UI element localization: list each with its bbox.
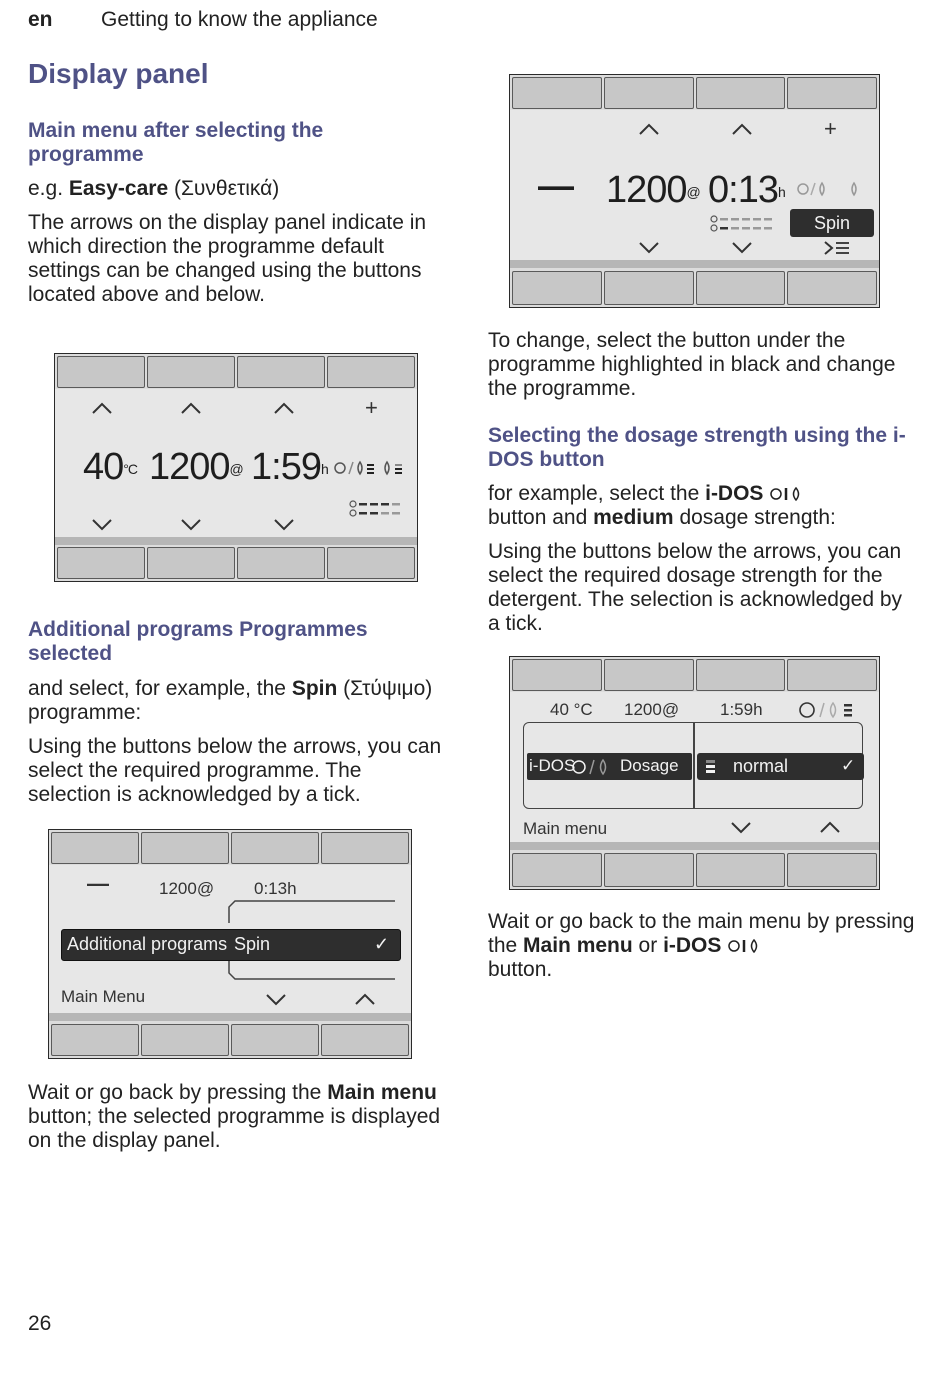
panel-button[interactable] (141, 1024, 229, 1056)
idos-icon (571, 758, 611, 776)
panel-button[interactable] (604, 659, 694, 691)
panel-button[interactable] (321, 1024, 409, 1056)
idos-detergent-icon (796, 180, 866, 198)
main-menu-label: Main Menu (61, 987, 146, 1006)
programme-select-description: Using the buttons below the arrows, you can select the required programme. The selection is acknowledged by a tick. (28, 735, 442, 806)
section-heading-idos: Selecting the dosage strength using the i-DOS button (488, 424, 906, 471)
idos-dosage-label: i-DOS Dosage (527, 753, 692, 780)
programme-list-icon (823, 240, 851, 256)
selection-value: Spin (234, 934, 271, 954)
dosage-select-description: Using the buttons below the arrows, you can select the required dosage strength for the detergent. The selection is acknowledged by a tick. (488, 540, 903, 635)
up-arrow-icon (273, 401, 295, 415)
idos-icon (727, 938, 763, 954)
extra-options-bar-icon (349, 499, 411, 519)
spin-speed-readout: 1200@ (149, 446, 243, 488)
panel-button[interactable] (51, 1024, 139, 1056)
bottom-button-row (49, 1024, 411, 1056)
lcd-screen (49, 865, 411, 1013)
spin-speed-readout: 1200@ (606, 169, 700, 211)
down-arrow-icon (730, 820, 752, 834)
panel-button[interactable] (57, 547, 145, 579)
panel-button[interactable] (787, 271, 877, 305)
up-arrow-icon (638, 122, 660, 136)
idos-icon (769, 486, 805, 502)
up-arrow-icon (180, 401, 202, 415)
down-arrow-icon (91, 517, 113, 531)
top-button-row (49, 832, 411, 864)
section-heading-additional-programs: Additional programs Programmes selected (28, 618, 368, 665)
panel-button[interactable] (231, 832, 319, 864)
display-panel-additional-programs (48, 829, 412, 1059)
panel-button[interactable] (147, 356, 235, 388)
time-readout: 1:59$^h$ (251, 446, 328, 488)
temperature-readout: 40 °C (550, 700, 593, 719)
down-arrow-icon (638, 240, 660, 254)
wait-main-menu-text: Wait or go back to the main menu by pressing the Main menu or i-DOS button. (488, 910, 915, 981)
up-arrow-icon (354, 992, 376, 1006)
down-arrow-icon (273, 517, 295, 531)
panel-button[interactable] (51, 832, 139, 864)
panel-button[interactable] (237, 356, 325, 388)
idos-select-text: for example, select the i-DOS button and medium dosage strength: (488, 482, 836, 529)
down-arrow-icon (731, 240, 753, 254)
lcd-screen (510, 692, 879, 842)
dosage-value-selection[interactable] (697, 753, 864, 780)
menu-divider (693, 722, 695, 809)
bottom-button-row (510, 853, 879, 887)
chapter-title: Getting to know the appliance (101, 8, 378, 31)
down-arrow-icon (180, 517, 202, 531)
panel-button[interactable] (231, 1024, 319, 1056)
panel-button[interactable] (321, 832, 409, 864)
top-button-row (510, 659, 879, 691)
spin-speed-readout: 1200@ (159, 879, 215, 898)
page-title: Display panel (28, 58, 209, 89)
top-button-row (510, 77, 879, 109)
screen-bottom-bar (55, 537, 417, 545)
example-line: e.g. Easy-care (Συνθετικά) (28, 177, 280, 200)
minus-icon: — (87, 871, 109, 896)
spin-speed-readout: 1200@ (624, 700, 680, 719)
panel-button[interactable] (327, 356, 415, 388)
plus-icon: + (824, 116, 837, 141)
panel-button[interactable] (512, 659, 602, 691)
section-heading-main-menu: Main menu after selecting the programme (28, 119, 324, 166)
up-arrow-icon (91, 401, 113, 415)
display-panel-main-menu (54, 353, 418, 582)
panel-button[interactable] (696, 271, 786, 305)
minus-icon: — (538, 165, 573, 206)
main-menu-description: The arrows on the display panel indicate in which direction the programme default settings can be changed using the buttons located above and below. (28, 211, 427, 306)
screen-bottom-bar (510, 842, 879, 850)
spin-select-text: and select, for example, the Spin (Στύψιμο) programme: (28, 677, 433, 724)
panel-button[interactable] (696, 853, 786, 887)
display-panel-idos-dosage (509, 656, 880, 890)
time-readout: 1:59h (720, 700, 763, 719)
down-arrow-icon (265, 992, 287, 1006)
time-readout: 0:13h (254, 879, 297, 898)
screen-bottom-bar (510, 260, 879, 268)
temperature-readout: $40^{^\circ C}$ (83, 446, 137, 488)
lcd-screen (510, 110, 879, 260)
selection-label: Additional programs (67, 934, 228, 954)
main-menu-label: Main menu (523, 819, 608, 838)
bottom-button-row (55, 547, 417, 579)
panel-button[interactable] (512, 853, 602, 887)
change-programme-text: To change, select the button under the programme highlighted in black and change the programme. (488, 329, 896, 400)
panel-button[interactable] (512, 271, 602, 305)
time-readout: 0:13$^h$ (708, 169, 785, 211)
up-arrow-icon (819, 820, 841, 834)
dosage-value: normal (733, 756, 789, 776)
panel-button[interactable] (141, 832, 229, 864)
panel-button[interactable] (696, 659, 786, 691)
panel-button[interactable] (604, 853, 694, 887)
panel-button[interactable] (237, 547, 325, 579)
lcd-screen (55, 389, 417, 537)
tick-icon: ✓ (841, 756, 856, 775)
tick-icon: ✓ (374, 934, 390, 954)
panel-button[interactable] (57, 356, 145, 388)
up-arrow-icon (731, 122, 753, 136)
extra-options-bar-icon (710, 214, 776, 234)
screen-bottom-bar (49, 1013, 411, 1021)
dosage-level-icon (705, 758, 717, 776)
spin-label: Spin (814, 213, 851, 233)
panel-button[interactable] (604, 271, 694, 305)
additional-programs-selection[interactable] (61, 929, 401, 961)
panel-button[interactable] (787, 77, 877, 109)
page-number: 26 (28, 1312, 52, 1335)
idos-detergent-icon (798, 700, 866, 720)
idos-detergent-icon (333, 459, 411, 477)
panel-button[interactable] (327, 547, 415, 579)
spin-programme-highlight[interactable] (790, 209, 874, 237)
wait-go-back-text: Wait or go back by pressing the Main menu button; the selected programme is displayed on the display panel. (28, 1081, 441, 1152)
top-button-row (55, 356, 417, 388)
plus-icon: + (365, 395, 378, 420)
language-code: en (28, 8, 53, 31)
bottom-button-row (510, 271, 879, 305)
panel-button[interactable] (787, 853, 877, 887)
panel-button[interactable] (512, 77, 602, 109)
display-panel-spin-selected (509, 74, 880, 308)
panel-button[interactable] (147, 547, 235, 579)
panel-button[interactable] (696, 77, 786, 109)
panel-button[interactable] (604, 77, 694, 109)
panel-button[interactable] (787, 659, 877, 691)
